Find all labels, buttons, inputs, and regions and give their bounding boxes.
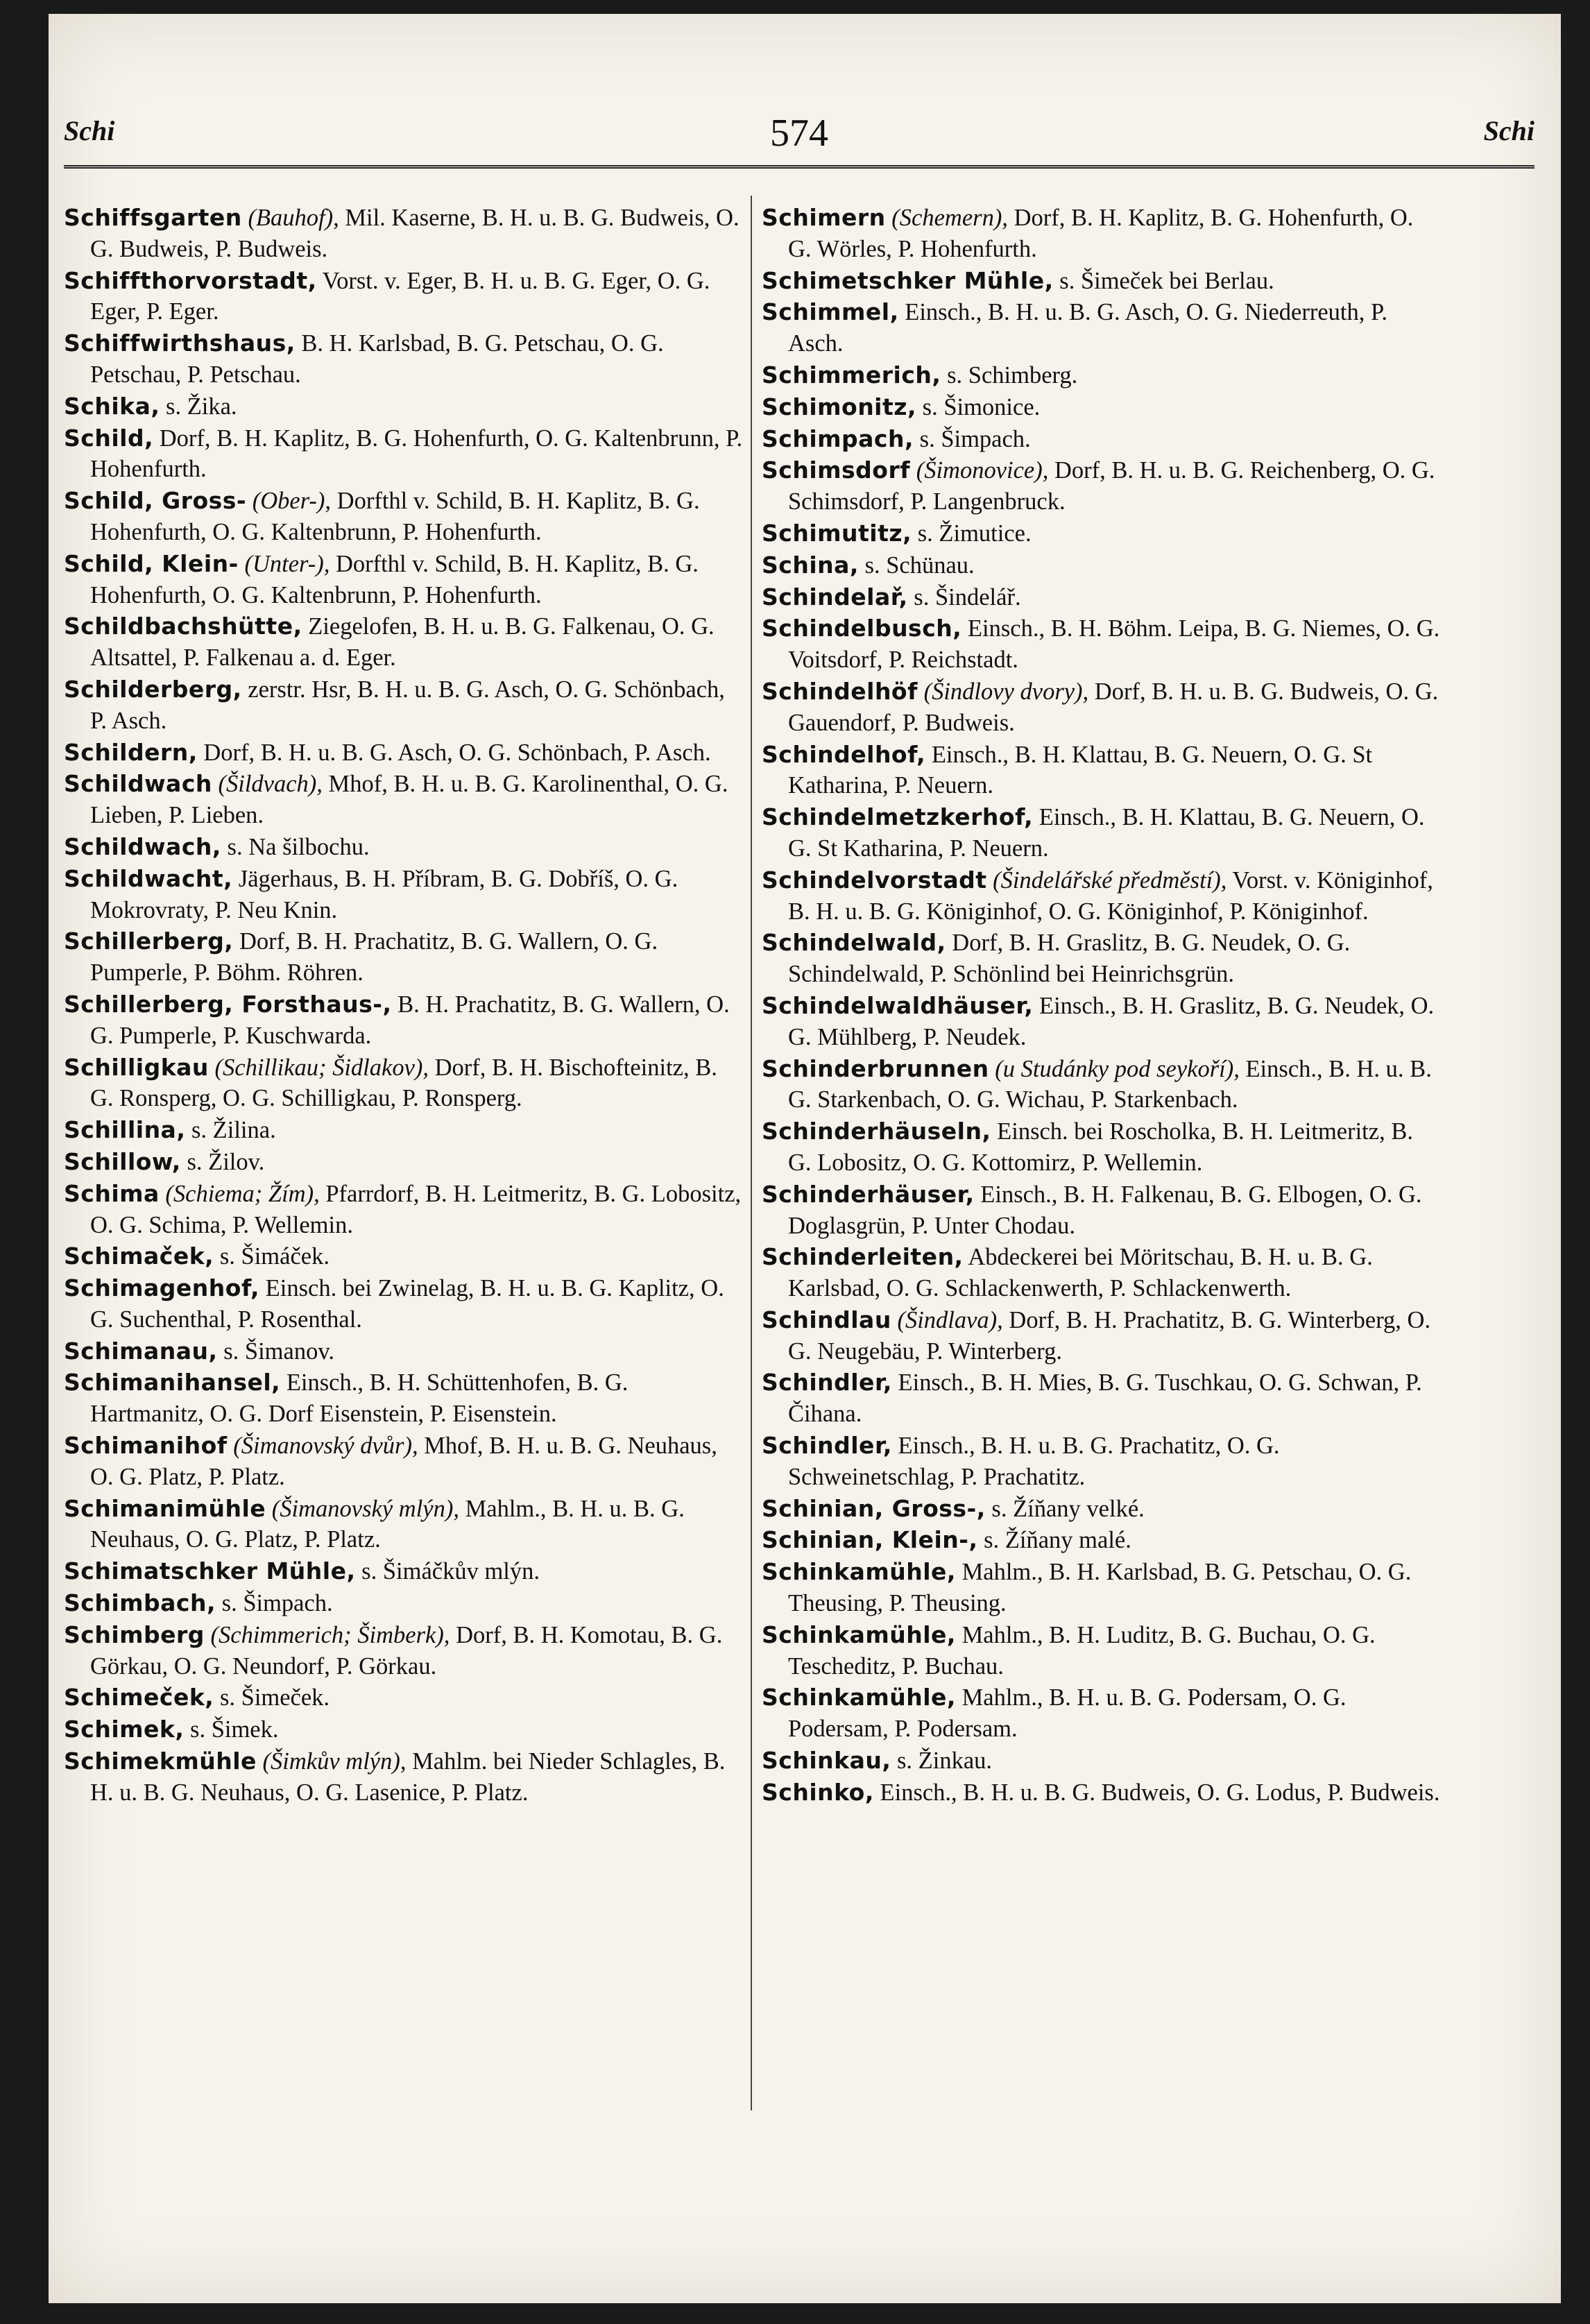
entry-variant-name: (Schimmerich; Šimberk), — [210, 1621, 450, 1648]
entry-description: s. Na šilbochu. — [227, 833, 370, 860]
entry-headword: Schimonitz, — [762, 393, 917, 420]
gazetteer-entry — [762, 203, 1442, 265]
entry-description: Ziegelofen, B. H. u. B. G. Falkenau, O. G. Altsattel, P. Falkenau a. d. Eger. — [90, 613, 715, 672]
gazetteer-entry — [64, 611, 744, 674]
entry-headword: Schimanimühle — [64, 1494, 266, 1522]
entry-description: Einsch., B. H. u. B. G. Budweis, O. G. Lodus, P. Budweis. — [880, 1779, 1440, 1806]
entry-headword: Schild, Klein- — [64, 549, 239, 577]
entry-variant-name: (Unter-), — [244, 550, 330, 577]
gazetteer-entry — [64, 1052, 744, 1115]
entry-description: s. Šimeček bei Berlau. — [1059, 267, 1274, 294]
entry-description: Mil. Kaserne, B. H. u. B. G. Budweis, O. G. Budweis, P. Budweis. — [90, 205, 740, 262]
entry-description: Mahlm., B. H. Karlsbad, B. G. Petschau, O. G. Theusing, P. Theusing. — [788, 1559, 1412, 1617]
gazetteer-entry — [762, 1777, 1442, 1809]
entry-headword: Schindelwaldhäuser, — [762, 991, 1034, 1019]
entry-description: Dorfthl v. Schild, B. H. Kaplitz, B. G. Hohenfurth, O. G. Kaltenbrunn, P. Hohenfurth. — [90, 550, 699, 608]
gazetteer-entry — [762, 455, 1442, 518]
entry-description: Pfarrdorf, B. H. Leitmeritz, B. G. Lobositz, O. G. Schima, P. Wellemin. — [90, 1180, 742, 1238]
entry-variant-name: (Šimanovský mlýn), — [271, 1495, 459, 1522]
entry-description: Einsch., B. H. Böhm. Leipa, B. G. Niemes, O. G. Voitsdorf, P. Reichstadt. — [788, 615, 1440, 674]
header-left-catchword: Schi — [64, 115, 115, 146]
entry-description: Mhof, B. H. u. B. G. Karolinenthal, O. G. Lieben, P. Lieben. — [90, 771, 728, 829]
entry-variant-name: (Šimanovský dvůr), — [233, 1433, 418, 1460]
entry-headword: Schika, — [64, 392, 160, 420]
entry-headword: Schillerberg, Forsthaus-, — [64, 990, 392, 1018]
gazetteer-entry — [64, 1367, 744, 1430]
entry-headword: Schinian, Gross-, — [762, 1494, 986, 1522]
entry-description: s. Žíňany velké. — [991, 1495, 1145, 1522]
gazetteer-entry — [762, 1430, 1442, 1493]
gazetteer-entry — [64, 1241, 744, 1272]
entry-variant-name: (Šindelářské předměstí), — [993, 866, 1227, 894]
entry-headword: Schinko, — [762, 1778, 874, 1806]
entry-headword: Schimetschker Mühle, — [762, 266, 1054, 294]
entry-description: s. Šimeček. — [219, 1684, 330, 1711]
entry-description: B. H. Karlsbad, B. G. Petschau, O. G. Petschau, P. Petschau. — [90, 330, 664, 388]
entry-headword: Schinkamühle, — [762, 1621, 956, 1648]
entry-headword: Schindelhof, — [762, 740, 926, 768]
entry-headword: Schinderbrunnen — [762, 1054, 989, 1082]
entry-headword: Schild, Gross- — [64, 487, 247, 515]
column-divider — [751, 196, 752, 2110]
entry-description: Einsch., B. H. Klattau, B. G. Neuern, O. G. St Katharina, P. Neuern. — [788, 804, 1425, 862]
gazetteer-entry — [762, 740, 1442, 802]
gazetteer-entry — [762, 266, 1442, 297]
entry-description: s. Žilina. — [191, 1117, 276, 1144]
entry-description: s. Žimutice. — [917, 520, 1032, 547]
gazetteer-entry — [64, 1273, 744, 1335]
gazetteer-entry — [64, 1620, 744, 1682]
entry-headword: Schimutitz, — [762, 519, 912, 547]
entry-headword: Schindelvorstadt — [762, 866, 987, 894]
entry-description: Vorst. v. Königinhof, B. H. u. B. G. Königinhof, O. G. Königinhof, P. Königinhof. — [788, 866, 1433, 925]
entry-description: Dorf, B. H. Komotau, B. G. Görkau, O. G. Neundorf, P. Görkau. — [90, 1621, 723, 1680]
gazetteer-entry — [64, 769, 744, 831]
entry-headword: Schimanihansel, — [64, 1369, 281, 1396]
gazetteer-entry — [762, 1682, 1442, 1745]
entry-description: Dorf, B. H. u. B. G. Reichenberg, O. G. Schimsdorf, P. Langenbruck. — [788, 457, 1435, 515]
entry-variant-name: (Šindlava), — [897, 1306, 1003, 1333]
gazetteer-entry — [762, 1242, 1442, 1304]
entry-description: Jägerhaus, B. H. Příbram, B. G. Dobříš, O. G. Mokrovraty, P. Neu Knin. — [90, 865, 678, 923]
entry-variant-name: (Šindlovy dvory), — [923, 678, 1089, 705]
gazetteer-entry — [64, 1682, 744, 1714]
entry-description: Einsch., B. H. Schüttenhofen, B. G. Hartmanitz, O. G. Dorf Eisenstein, P. Eisenstein. — [90, 1369, 629, 1428]
entry-headword: Schindelwald, — [762, 929, 946, 957]
entry-headword: Schimagenhof, — [64, 1274, 260, 1302]
entry-description: Einsch. bei Zwinelag, B. H. u. B. G. Kaplitz, O. G. Suchenthal, P. Rosenthal. — [90, 1275, 724, 1333]
gazetteer-entry — [762, 518, 1442, 549]
entry-description: s. Šimáčkův mlýn. — [361, 1558, 540, 1585]
gazetteer-entry — [64, 203, 744, 265]
entry-description: zerstr. Hsr, B. H. u. B. G. Asch, O. G. Schönbach, P. Asch. — [90, 676, 725, 734]
gazetteer-entry — [762, 928, 1442, 990]
entry-headword: Schilderberg, — [64, 675, 242, 703]
entry-headword: Schimmel, — [762, 298, 899, 326]
gazetteer-entry — [64, 328, 744, 391]
entry-description: s. Šindelář. — [914, 583, 1021, 610]
page-header — [64, 104, 1535, 160]
entry-description: s. Schünau. — [864, 552, 975, 579]
entry-variant-name: (Schillikau; Šidlakov), — [214, 1054, 429, 1081]
header-right-catchword: Schi — [1483, 115, 1535, 146]
entry-description: s. Žilov. — [187, 1148, 265, 1175]
gazetteer-entry — [64, 1147, 744, 1178]
gazetteer-entry — [762, 1557, 1442, 1619]
entry-description: s. Šimpach. — [221, 1590, 333, 1617]
entry-headword: Schimern — [762, 204, 886, 231]
entry-headword: Schimbach, — [64, 1589, 216, 1617]
gazetteer-entry — [762, 676, 1442, 739]
gazetteer-entry — [64, 1494, 744, 1556]
gazetteer-entry — [64, 391, 744, 422]
entry-variant-name: (Šimkův mlýn), — [262, 1748, 407, 1775]
entry-variant-name: (Šildvach), — [218, 771, 323, 798]
gazetteer-entry — [64, 864, 744, 926]
entry-headword: Schima — [64, 1179, 160, 1207]
entry-description: s. Žíňany malé. — [984, 1527, 1131, 1554]
entry-description: Dorf, B. H. Prachatitz, B. G. Wallern, O. G. Pumperle, P. Böhm. Röhren. — [90, 928, 658, 986]
gazetteer-entry — [762, 297, 1442, 359]
entry-headword: Schina, — [762, 551, 859, 579]
entry-description: s. Schimberg. — [947, 361, 1078, 388]
entry-headword: Schillerberg, — [64, 928, 234, 955]
gazetteer-entry — [762, 1305, 1442, 1367]
entry-description: Einsch., B. H. u. B. G. Prachatitz, O. G. Schweinetschlag, P. Prachatitz. — [788, 1433, 1280, 1490]
gazetteer-entry — [64, 1430, 744, 1493]
entry-headword: Schimekmühle — [64, 1748, 257, 1775]
entry-description: Dorfthl v. Schild, B. H. Kaplitz, B. G. Hohenfurth, O. G. Kaltenbrunn, P. Hohenfurth. — [90, 488, 700, 545]
entry-headword: Schildwach — [64, 770, 212, 798]
entry-headword: Schimanau, — [64, 1337, 218, 1365]
entry-headword: Schillow, — [64, 1147, 181, 1175]
entry-description: Einsch. bei Roscholka, B. H. Leitmeritz, B. G. Lobositz, O. G. Kottomirz, P. Wellemin. — [788, 1118, 1413, 1176]
gazetteer-entry — [64, 1179, 744, 1241]
entry-headword: Schinian, Klein-, — [762, 1526, 978, 1554]
left-column — [64, 203, 744, 1809]
gazetteer-entry — [64, 926, 744, 989]
gazetteer-entry — [762, 424, 1442, 455]
gazetteer-entry — [64, 737, 744, 769]
gazetteer-entry — [762, 1525, 1442, 1556]
entry-headword: Schiffwirthshaus, — [64, 330, 296, 357]
entry-headword: Schimsdorf — [762, 456, 911, 484]
gazetteer-entry — [762, 1620, 1442, 1682]
entry-description: Dorf, B. H. Kaplitz, B. G. Hohenfurth, O. G. Wörles, P. Hohenfurth. — [788, 205, 1414, 262]
entry-headword: Schindelbusch, — [762, 615, 962, 642]
entry-headword: Schimeček, — [64, 1684, 214, 1711]
entry-description: s. Šimáček. — [219, 1243, 330, 1270]
gazetteer-entry — [762, 613, 1442, 676]
entry-description: s. Šimpach. — [919, 425, 1031, 452]
gazetteer-entry — [64, 549, 744, 611]
entry-headword: Schildern, — [64, 738, 198, 766]
gazetteer-entry — [64, 266, 744, 328]
entry-description: Mhof, B. H. u. B. G. Neuhaus, O. G. Platz, P. Platz. — [90, 1433, 717, 1490]
entry-headword: Schindelhöf — [762, 677, 918, 705]
entry-description: s. Šimanov. — [223, 1338, 334, 1365]
entry-headword: Schinderhäuseln, — [762, 1118, 991, 1145]
gazetteer-entry — [64, 1115, 744, 1146]
gazetteer-entry — [762, 550, 1442, 581]
gazetteer-entry — [762, 1367, 1442, 1430]
entry-headword: Schildbachshütte, — [64, 613, 302, 640]
gazetteer-entry — [762, 1116, 1442, 1179]
gazetteer-entry — [64, 989, 744, 1052]
entry-description: Mahlm., B. H. Luditz, B. G. Buchau, O. G. Tescheditz, P. Buchau. — [788, 1621, 1376, 1680]
gazetteer-entry — [762, 360, 1442, 391]
entry-variant-name: (Šimonovice), — [916, 457, 1049, 484]
entry-variant-name: (u Studánky pod seykoří), — [995, 1055, 1240, 1082]
right-column — [762, 203, 1442, 1809]
entry-description: s. Šimonice. — [922, 393, 1041, 420]
entry-description: Vorst. v. Eger, B. H. u. B. G. Eger, O. G. Eger, P. Eger. — [90, 267, 710, 325]
entry-description: B. H. Prachatitz, B. G. Wallern, O. G. Pumperle, P. Kuschwarda. — [90, 991, 730, 1049]
entry-description: s. Žika. — [166, 393, 237, 420]
entry-variant-name: (Ober-), — [252, 488, 332, 515]
gazetteer-entry — [762, 1494, 1442, 1525]
gazetteer-entry — [762, 865, 1442, 928]
gazetteer-entry — [762, 392, 1442, 423]
gazetteer-entry — [64, 1746, 744, 1809]
entry-headword: Schimberg — [64, 1621, 205, 1648]
entry-headword: Schindlau — [762, 1306, 891, 1333]
gazetteer-entry — [64, 1714, 744, 1745]
entry-headword: Schimmerich, — [762, 361, 941, 388]
entry-variant-name: (Schiema; Žím), — [165, 1180, 320, 1207]
entry-headword: Schinderhäuser, — [762, 1180, 975, 1208]
entry-headword: Schimaček, — [64, 1242, 214, 1270]
entry-description: Dorf, B. H. Kaplitz, B. G. Hohenfurth, O. G. Kaltenbrunn, P. Hohenfurth. — [90, 425, 743, 483]
entry-description: Einsch., B. H. Graslitz, B. G. Neudek, O. G. Mühlberg, P. Neudek. — [788, 992, 1435, 1050]
entry-headword: Schimanihof — [64, 1432, 228, 1460]
gazetteer-entry — [762, 802, 1442, 864]
entry-headword: Schinkau, — [762, 1747, 891, 1775]
entry-headword: Schildwacht, — [64, 864, 233, 892]
entry-headword: Schimatschker Mühle, — [64, 1557, 356, 1585]
entry-description: Mahlm. bei Nieder Schlagles, B. H. u. B. G. Neuhaus, O. G. Lasenice, P. Platz. — [90, 1748, 726, 1806]
entry-headword: Schinkamühle, — [762, 1558, 956, 1586]
entry-description: Einsch., B. H. u. B. G. Asch, O. G. Niederreuth, P. Asch. — [788, 299, 1387, 357]
entry-description: Einsch., B. H. Mies, B. G. Tuschkau, O. G. Schwan, P. Čihana. — [788, 1369, 1422, 1428]
entry-headword: Schimpach, — [762, 425, 914, 452]
gazetteer-entry — [762, 1054, 1442, 1116]
entry-description: s. Žinkau. — [897, 1748, 993, 1775]
gazetteer-entry — [64, 423, 744, 486]
gazetteer-entry — [64, 1588, 744, 1619]
gazetteer-entry — [762, 1745, 1442, 1777]
entry-headword: Schiffthorvorstadt, — [64, 266, 317, 294]
entry-description: Mahlm., B. H. u. B. G. Neuhaus, O. G. Platz, P. Platz. — [90, 1495, 685, 1553]
entry-headword: Schinkamühle, — [762, 1684, 956, 1711]
entry-description: Dorf, B. H. u. B. G. Budweis, O. G. Gauendorf, P. Budweis. — [788, 678, 1439, 736]
gazetteer-entry — [64, 832, 744, 863]
entry-headword: Schillina, — [64, 1116, 186, 1144]
gazetteer-entry — [64, 1336, 744, 1367]
entry-headword: Schindelmetzkerhof, — [762, 803, 1034, 831]
entry-description: Einsch., B. H. u. B. G. Starkenbach, O. G. Wichau, P. Starkenbach. — [788, 1055, 1432, 1113]
entry-headword: Schildwach, — [64, 832, 221, 860]
entry-description: Einsch., B. H. Falkenau, B. G. Elbogen, O. G. Doglasgrün, P. Unter Chodau. — [788, 1181, 1422, 1239]
page-number: 574 — [770, 112, 828, 155]
entry-description: Dorf, B. H. Prachatitz, B. G. Winterberg, O. G. Neugebäu, P. Winterberg. — [788, 1306, 1431, 1365]
gazetteer-entry — [762, 1179, 1442, 1242]
entry-description: Dorf, B. H. Bischofteinitz, B. G. Ronsperg, O. G. Schilligkau, P. Ronsperg. — [90, 1054, 717, 1112]
entry-variant-name: (Bauhof), — [248, 205, 339, 231]
entry-headword: Schild, — [64, 424, 154, 452]
entry-description: Einsch., B. H. Klattau, B. G. Neuern, O. G. St Katharina, P. Neuern. — [788, 741, 1373, 799]
entry-description: Dorf, B. H. Graslitz, B. G. Neudek, O. G. Schindelwald, P. Schönlind bei Heinrichsgrün. — [788, 930, 1351, 988]
gazetteer-entry — [762, 991, 1442, 1053]
entry-description: Dorf, B. H. u. B. G. Asch, O. G. Schönbach, P. Asch. — [203, 739, 711, 766]
entry-description: Abdeckerei bei Möritschau, B. H. u. B. G. Karlsbad, O. G. Schlackenwerth, P. Schlackenwerth. — [788, 1244, 1373, 1302]
entry-description: Mahlm., B. H. u. B. G. Podersam, O. G. Podersam, P. Podersam. — [788, 1684, 1347, 1743]
entry-headword: Schindler, — [762, 1432, 892, 1460]
gazetteer-entry — [64, 1556, 744, 1587]
entry-description: s. Šimek. — [190, 1716, 279, 1743]
entry-headword: Schindler, — [762, 1369, 892, 1396]
entry-headword: Schilligkau — [64, 1053, 209, 1081]
entry-headword: Schindelař, — [762, 583, 908, 610]
gazetteer-entry — [762, 582, 1442, 613]
entry-headword: Schinderleiten, — [762, 1243, 964, 1271]
gazetteer-entry — [64, 486, 744, 548]
entry-headword: Schiffsgarten — [64, 204, 242, 231]
header-rule — [64, 165, 1535, 169]
entry-variant-name: (Schemern), — [891, 205, 1008, 231]
entry-headword: Schimek, — [64, 1716, 185, 1743]
gazetteer-entry — [64, 674, 744, 737]
